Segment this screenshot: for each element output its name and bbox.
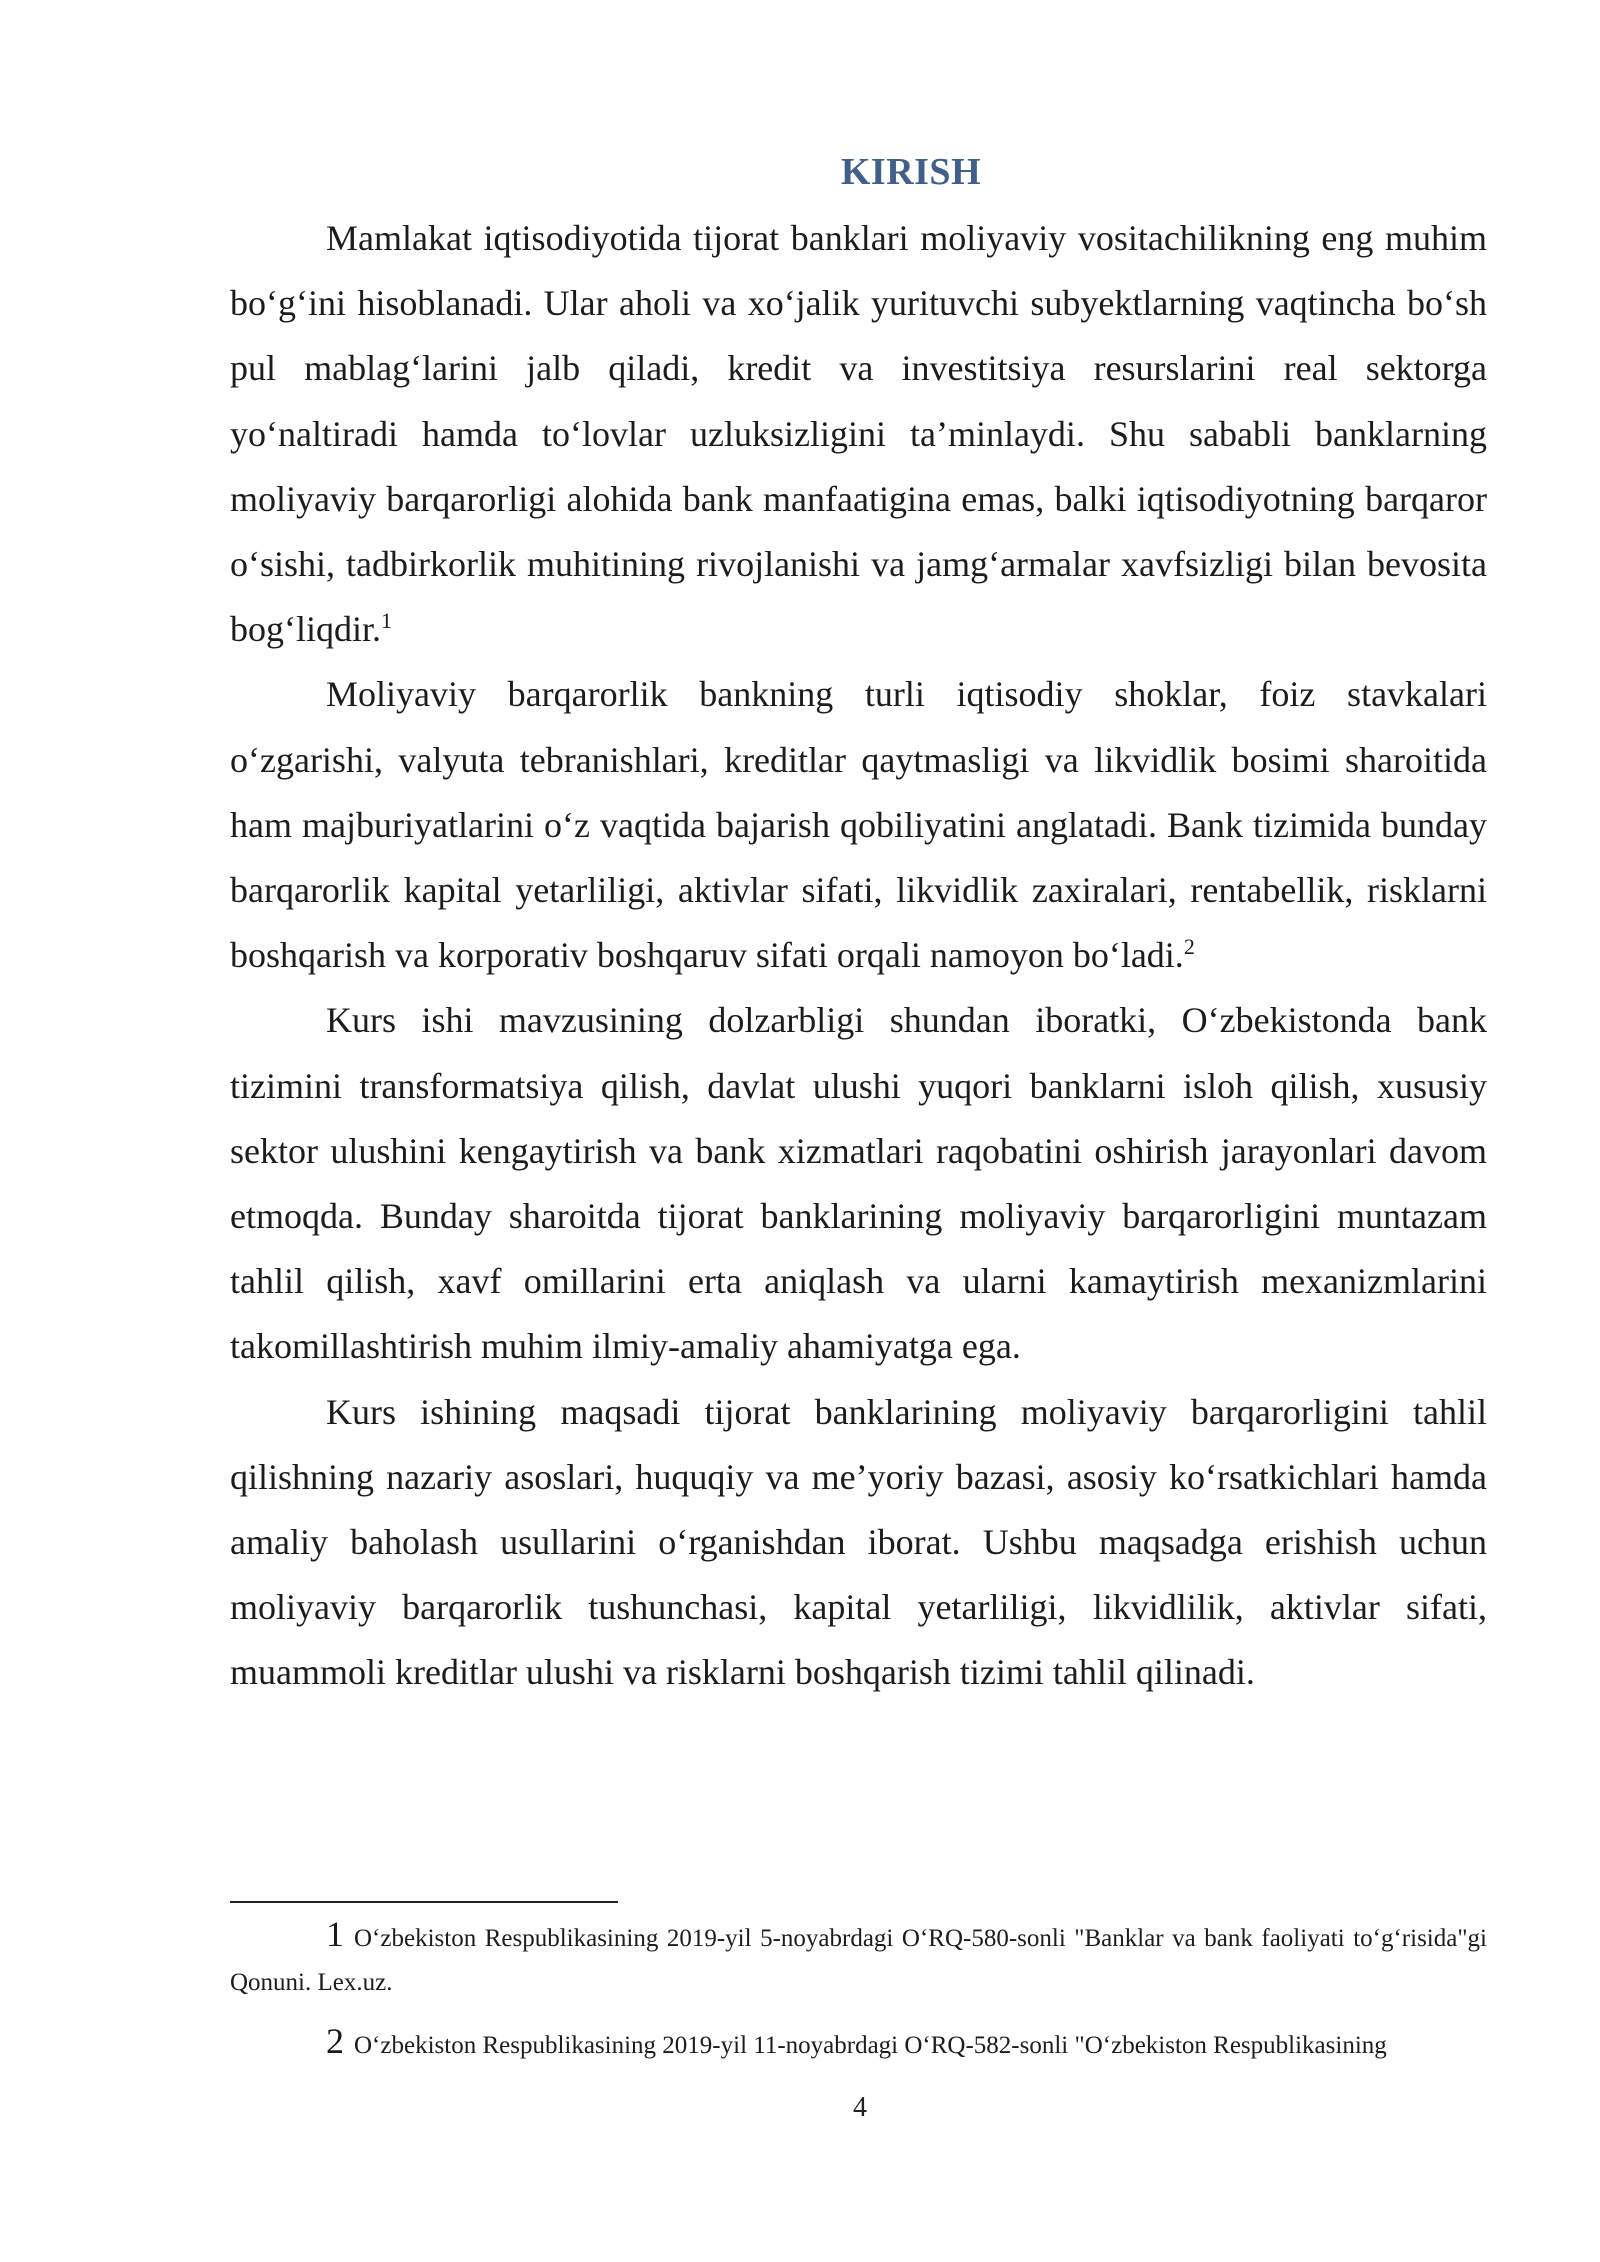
footnote-reference[interactable]: 1 [381, 608, 392, 634]
footnote-separator [230, 1901, 618, 1903]
paragraph-text: Mamlakat iqtisodiyotida tijorat banklari moliyaviy vositachilikning eng muhim bo‘g‘ini hisoblanadi. Ular aholi va xo‘jalik yurituvchi subyektlarning vaqtincha bo‘sh pul mablag‘larini jalb qiladi, kredit va investitsiya resurslarini real sektorga yo‘naltiradi hamda to‘lovlar uzluksizligini ta’minlaydi. Shu sababli banklarning moliyaviy barqarorligi alohida bank manfaatigina emas, balki iqtisodiyotning barqaror o‘sishi, tadbirkorlik muhitining rivojlanishi va jamg‘armalar xavfsizligi bilan bevosita bog‘liqdir. [230, 218, 1487, 650]
footnote-text: O‘zbekiston Respublikasining 2019-yil 5-noyabrdagi O‘RQ-580-sonli "Banklar va bank faoliyati to‘g‘risida"gi Qonuni. Lex.uz. [230, 1925, 1487, 1996]
paragraph-1 [230, 206, 1487, 662]
footnote-2 [230, 2019, 1487, 2068]
paragraph-3 [230, 988, 1487, 1379]
footnote-reference[interactable]: 2 [1183, 934, 1195, 960]
paragraph-4 [230, 1380, 1487, 1706]
paragraph-text: Kurs ishining maqsadi tijorat banklarining moliyaviy barqarorligini tahlil qilishning nazariy asoslari, huquqiy va me’yoriy bazasi, asosiy ko‘rsatkichlari hamda amaliy baholash usullarini o‘rganishdan iborat. Ushbu maqsadga erishish uchun moliyaviy barqarorlik tushunchasi, kapital yetarliligi, likvidlilik, aktivlar sifati, muammoli kreditlar ulushi va risklarni boshqarish tizimi tahlil qilinadi. [230, 1391, 1487, 1693]
footnotes [230, 1912, 1487, 2082]
paragraph-2 [230, 662, 1487, 988]
paragraph-text: Kurs ishi mavzusining dolzarbligi shundan iboratki, O‘zbekistonda bank tizimini transformatsiya qilish, davlat ulushi yuqori banklarni isloh qilish, xususiy sektor ulushini kengaytirish va bank xizmatlari raqobatini oshirish jarayonlari davom etmoqda. Bunday sharoitda tijorat banklarining moliyaviy barqarorligini muntazam tahlil qilish, xavf omillarini erta aniqlash va ularni kamaytirish mexanizmlarini takomillashtirish muhim ilmiy-amaliy ahamiyatga ega. [230, 1000, 1487, 1367]
footnote-number: 2 [326, 2021, 344, 2061]
page-number: 4 [853, 2092, 867, 2123]
footnote-text: O‘zbekiston Respublikasining 2019-yil 11-noyabrdagi O‘RQ-582-sonli "O‘zbekiston Respublikasining [354, 2032, 1387, 2059]
body-text [230, 206, 1487, 1706]
section-heading: KIRISH [840, 151, 982, 193]
footnote-number: 1 [326, 1914, 344, 1954]
footnote-1 [230, 1912, 1487, 2005]
paragraph-text: Moliyaviy barqarorlik bankning turli iqtisodiy shoklar, foiz stavkalari o‘zgarishi, valyuta tebranishlari, kreditlar qaytmasligi va likvidlik bosimi sharoitida ham majburiyatlarini o‘z vaqtida bajarish qobiliyatini anglatadi. Bank tizimida bunday barqarorlik kapital yetarliligi, aktivlar sifati, likvidlik zaxiralari, rentabellik, risklarni boshqarish va korporativ boshqaruv sifati orqali namoyon bo‘ladi. [230, 674, 1487, 976]
